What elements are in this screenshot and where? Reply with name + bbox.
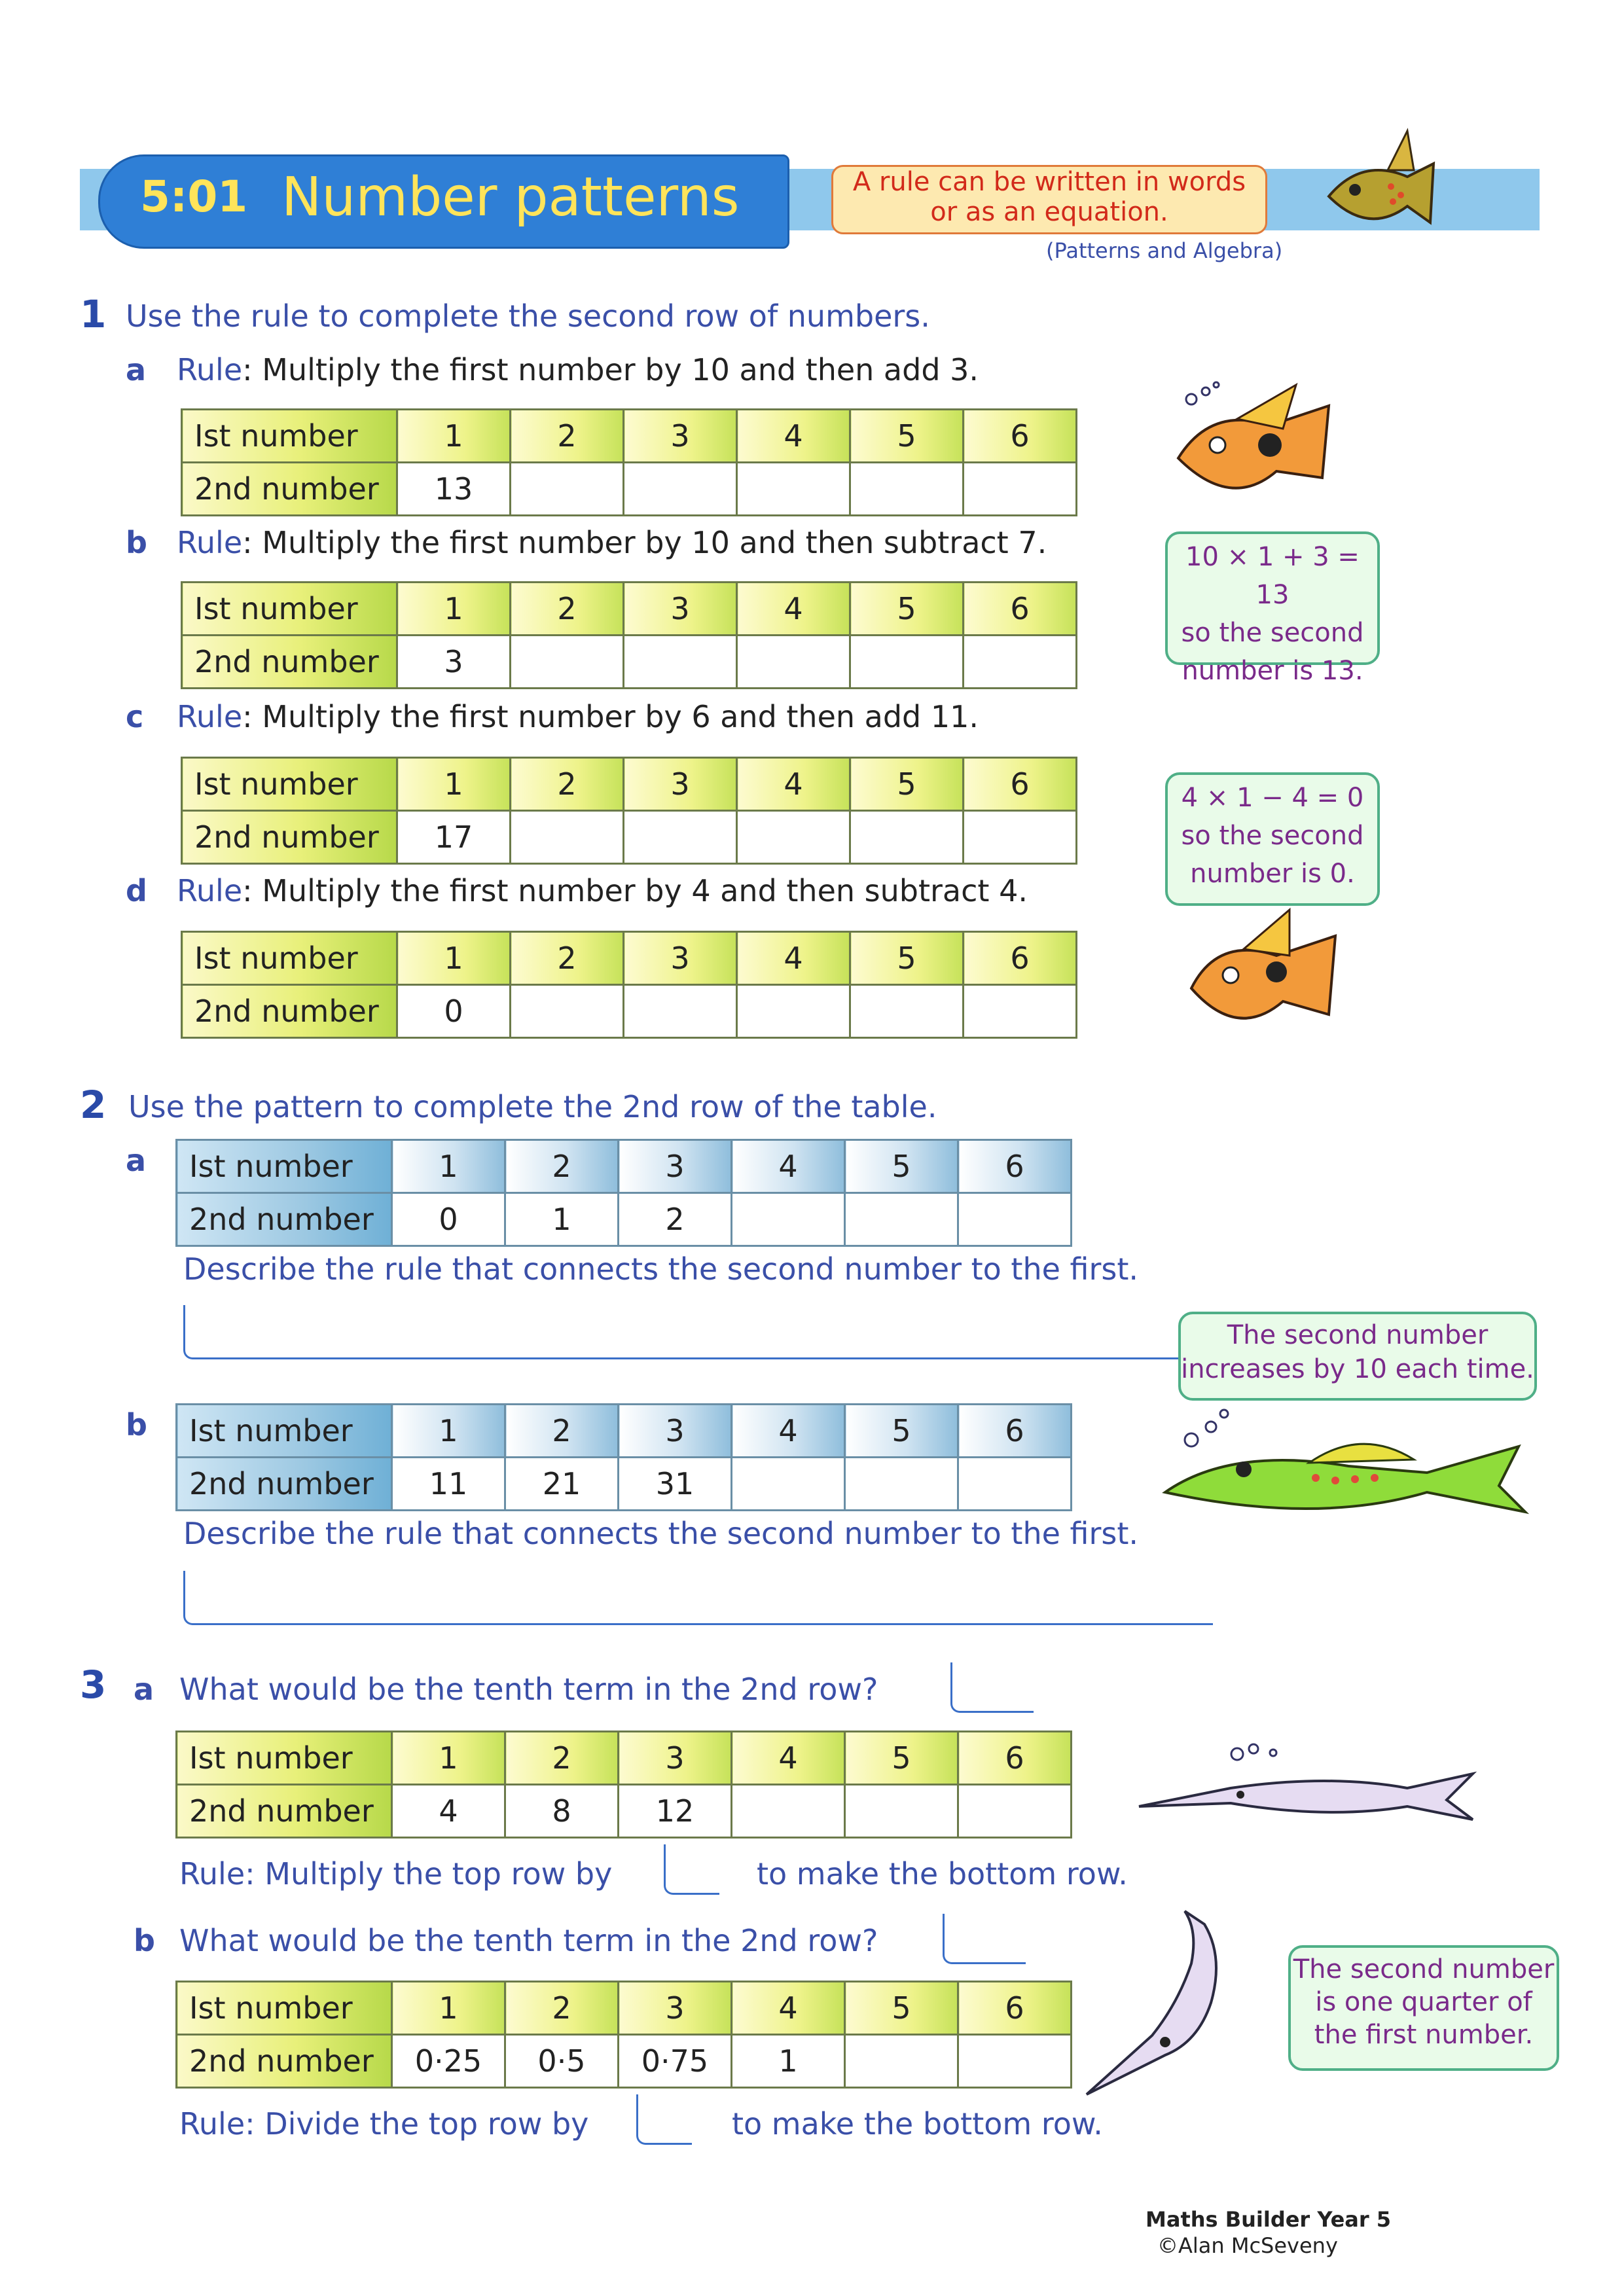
q2b-table [175, 1403, 1072, 1511]
answer-cell[interactable] [511, 985, 624, 1038]
cell: 1 [397, 758, 511, 811]
bubble-line: number is 0. [1190, 859, 1355, 889]
fish-green-illustration [1152, 1401, 1545, 1538]
q1b-letter: b [126, 525, 147, 560]
row-label-second: 2nd number [177, 2035, 392, 2088]
cell: 2 [505, 1405, 619, 1458]
cell: 11 [392, 1458, 505, 1511]
answer-cell[interactable] [845, 2035, 958, 2088]
cell: 6 [964, 410, 1077, 463]
rule-label: Rule [177, 873, 243, 908]
q3b-table [175, 1981, 1072, 2089]
q2a-answer-line[interactable] [183, 1305, 1206, 1359]
q3a-letter: a [134, 1672, 154, 1707]
answer-cell[interactable] [958, 2035, 1072, 2088]
cell: 3 [397, 636, 511, 689]
bubble-line: so the second [1181, 821, 1364, 851]
answer-cell[interactable] [511, 811, 624, 864]
cell: 17 [397, 811, 511, 864]
answer-cell[interactable] [850, 636, 964, 689]
q1d-rule [177, 873, 1028, 908]
footer-copyright: ©Alan McSeveny [1157, 2233, 1338, 2258]
answer-cell[interactable] [958, 1785, 1072, 1838]
q1a-letter: a [126, 352, 147, 387]
cell: 2 [505, 1982, 619, 2035]
cell: 4 [732, 1140, 845, 1193]
cell: 5 [850, 758, 964, 811]
section-code: 5:01 [140, 171, 248, 222]
row-label-first: Ist number [182, 932, 397, 985]
q3-number: 3 [80, 1662, 107, 1707]
rule-label: Rule [177, 525, 243, 560]
q1d-letter: d [126, 873, 147, 908]
fish-curved-illustration [1074, 1905, 1270, 2101]
answer-cell[interactable] [964, 811, 1077, 864]
footer-book: Maths Builder Year 5 [1146, 2207, 1392, 2232]
cell: 4 [737, 758, 850, 811]
rule-label: Rule [177, 352, 243, 387]
cell: 3 [624, 758, 737, 811]
answer-cell[interactable] [964, 463, 1077, 516]
row-label-second: 2nd number [177, 1785, 392, 1838]
row-label-second: 2nd number [177, 1458, 392, 1511]
cell: 4 [732, 1982, 845, 2035]
q3a-question: What would be the tenth term in the 2nd row? [179, 1672, 878, 1707]
row-label-second: 2nd number [177, 1193, 392, 1246]
cell: 4 [732, 1405, 845, 1458]
answer-cell[interactable] [624, 811, 737, 864]
cell: 3 [619, 1140, 732, 1193]
q1a-rule [177, 352, 979, 387]
cell: 3 [619, 1732, 732, 1785]
cell: 6 [958, 1982, 1072, 2035]
fish-gold-illustration [1309, 124, 1440, 255]
q2b-letter: b [126, 1407, 147, 1443]
answer-cell[interactable] [732, 1458, 845, 1511]
cell: 5 [845, 1732, 958, 1785]
cell: 2 [619, 1193, 732, 1246]
q1c-rule [177, 699, 979, 734]
cell: 4 [737, 583, 850, 636]
cell: 6 [964, 758, 1077, 811]
rule-label: Rule [177, 699, 243, 734]
answer-cell[interactable] [737, 463, 850, 516]
answer-cell[interactable] [737, 985, 850, 1038]
rule-text: : Multiply the first number by 6 and then add 11. [242, 699, 979, 734]
q2-instruction: Use the pattern to complete the 2nd row of the table. [128, 1089, 937, 1124]
cell: 3 [624, 932, 737, 985]
bubble-line: number is 13. [1182, 656, 1363, 686]
cell: 0 [397, 985, 511, 1038]
cell: 5 [845, 1982, 958, 2035]
row-label-second: 2nd number [182, 985, 397, 1038]
cell: 5 [850, 583, 964, 636]
answer-cell[interactable] [850, 811, 964, 864]
q2-number: 2 [80, 1083, 107, 1127]
q1d-table [181, 931, 1077, 1039]
cell: 21 [505, 1458, 619, 1511]
q2b-describe: Describe the rule that connects the second number to the first. [183, 1516, 1139, 1551]
answer-cell[interactable] [624, 636, 737, 689]
q3a-rule-answer[interactable] [664, 1844, 719, 1895]
speech-bubble-2 [1165, 772, 1380, 906]
answer-cell[interactable] [737, 811, 850, 864]
q3a-rule-before: Rule: Multiply the top row by [179, 1856, 613, 1892]
fish-orange-2-illustration [1178, 903, 1348, 1054]
row-label-first: Ist number [177, 1982, 392, 2035]
bubble-line: 10 × 1 + 3 = 13 [1185, 542, 1360, 610]
cell: 1 [505, 1193, 619, 1246]
cell: 2 [511, 410, 624, 463]
q1b-rule [177, 525, 1047, 560]
speech-bubble-4 [1288, 1945, 1559, 2071]
q1c-letter: c [126, 699, 144, 734]
rule-text: : Multiply the first number by 4 and then subtract 4. [242, 873, 1028, 908]
q3b-rule-answer[interactable] [636, 2094, 692, 2145]
answer-cell[interactable] [958, 1458, 1072, 1511]
cell: 1 [392, 1732, 505, 1785]
answer-cell[interactable] [845, 1193, 958, 1246]
cell: 2 [511, 583, 624, 636]
q1-number: 1 [80, 292, 107, 336]
speech-bubble-1 [1165, 531, 1380, 686]
answer-cell[interactable] [624, 463, 737, 516]
q3b-tenth-term-answer[interactable] [943, 1914, 1026, 1964]
answer-cell[interactable] [511, 636, 624, 689]
answer-cell[interactable] [737, 636, 850, 689]
bubble-line: The second number [1227, 1320, 1489, 1350]
cell: 31 [619, 1458, 732, 1511]
cell: 1 [392, 1140, 505, 1193]
cell: 2 [505, 1140, 619, 1193]
cell: 6 [964, 932, 1077, 985]
fish-orange-illustration [1165, 380, 1362, 530]
strand-label: (Patterns and Algebra) [1046, 238, 1283, 263]
fish-needle-illustration [1132, 1734, 1486, 1839]
q1b-table [181, 581, 1077, 689]
answer-cell[interactable] [732, 1785, 845, 1838]
bubble-line: The second number [1293, 1954, 1555, 1984]
answer-cell[interactable] [850, 463, 964, 516]
tip-line-1: A rule can be written in words [852, 167, 1246, 197]
q2a-table [175, 1139, 1072, 1247]
cell: 4 [737, 410, 850, 463]
cell: 4 [732, 1732, 845, 1785]
cell: 3 [624, 410, 737, 463]
cell: 1 [397, 932, 511, 985]
q3b-rule-after: to make the bottom row. [732, 2106, 1103, 2142]
answer-cell[interactable] [624, 985, 737, 1038]
row-label-first: Ist number [177, 1140, 392, 1193]
row-label-second: 2nd number [182, 463, 397, 516]
cell: 6 [958, 1140, 1072, 1193]
answer-cell[interactable] [964, 985, 1077, 1038]
cell: 8 [505, 1785, 619, 1838]
cell: 4 [392, 1785, 505, 1838]
page-title: Number patterns [281, 166, 740, 228]
cell: 5 [845, 1405, 958, 1458]
cell: 0·5 [505, 2035, 619, 2088]
q3b-question: What would be the tenth term in the 2nd row? [179, 1923, 878, 1958]
row-label-first: Ist number [182, 583, 397, 636]
cell: 1 [392, 1405, 505, 1458]
bubble-line: the first number. [1314, 2020, 1534, 2050]
cell: 0 [392, 1193, 505, 1246]
speech-bubble-3 [1178, 1312, 1537, 1401]
cell: 6 [958, 1732, 1072, 1785]
q3b-letter: b [134, 1923, 155, 1958]
cell: 1 [397, 583, 511, 636]
bubble-line: is one quarter of [1315, 1987, 1532, 2017]
cell: 3 [619, 1982, 732, 2035]
row-label-first: Ist number [182, 410, 397, 463]
answer-cell[interactable] [958, 1193, 1072, 1246]
answer-cell[interactable] [964, 636, 1077, 689]
tip-line-2: or as an equation. [930, 197, 1168, 227]
cell: 2 [505, 1732, 619, 1785]
tip-box [831, 165, 1267, 234]
cell: 5 [850, 932, 964, 985]
cell: 1 [732, 2035, 845, 2088]
answer-cell[interactable] [511, 463, 624, 516]
answer-cell[interactable] [845, 1785, 958, 1838]
answer-cell[interactable] [845, 1458, 958, 1511]
cell: 13 [397, 463, 511, 516]
cell: 3 [619, 1405, 732, 1458]
cell: 1 [397, 410, 511, 463]
cell: 3 [624, 583, 737, 636]
cell: 0·25 [392, 2035, 505, 2088]
cell: 0·75 [619, 2035, 732, 2088]
q3b-rule-before: Rule: Divide the top row by [179, 2106, 589, 2142]
rule-text: : Multiply the first number by 10 and then add 3. [242, 352, 979, 387]
bubble-line: 4 × 1 − 4 = 0 [1181, 783, 1364, 813]
cell: 4 [737, 932, 850, 985]
q1c-table [181, 757, 1077, 865]
cell: 5 [845, 1140, 958, 1193]
bubble-line: so the second [1181, 618, 1364, 648]
q3a-table [175, 1731, 1072, 1839]
q3a-rule-after: to make the bottom row. [757, 1856, 1128, 1892]
row-label-first: Ist number [177, 1732, 392, 1785]
cell: 2 [511, 758, 624, 811]
cell: 6 [964, 583, 1077, 636]
cell: 12 [619, 1785, 732, 1838]
cell: 2 [511, 932, 624, 985]
cell: 5 [850, 410, 964, 463]
q2a-describe: Describe the rule that connects the second number to the first. [183, 1251, 1139, 1287]
cell: 1 [392, 1982, 505, 2035]
q2b-answer-line[interactable] [183, 1571, 1213, 1625]
q1a-table [181, 408, 1077, 516]
rule-text: : Multiply the first number by 10 and then subtract 7. [242, 525, 1047, 560]
row-label-first: Ist number [182, 758, 397, 811]
row-label-second: 2nd number [182, 636, 397, 689]
cell: 6 [958, 1405, 1072, 1458]
q2a-letter: a [126, 1143, 147, 1178]
answer-cell[interactable] [732, 1193, 845, 1246]
row-label-first: Ist number [177, 1405, 392, 1458]
bubble-line: increases by 10 each time. [1181, 1354, 1534, 1384]
q3a-tenth-term-answer[interactable] [950, 1662, 1034, 1713]
answer-cell[interactable] [850, 985, 964, 1038]
q1-instruction: Use the rule to complete the second row of numbers. [126, 298, 930, 334]
row-label-second: 2nd number [182, 811, 397, 864]
